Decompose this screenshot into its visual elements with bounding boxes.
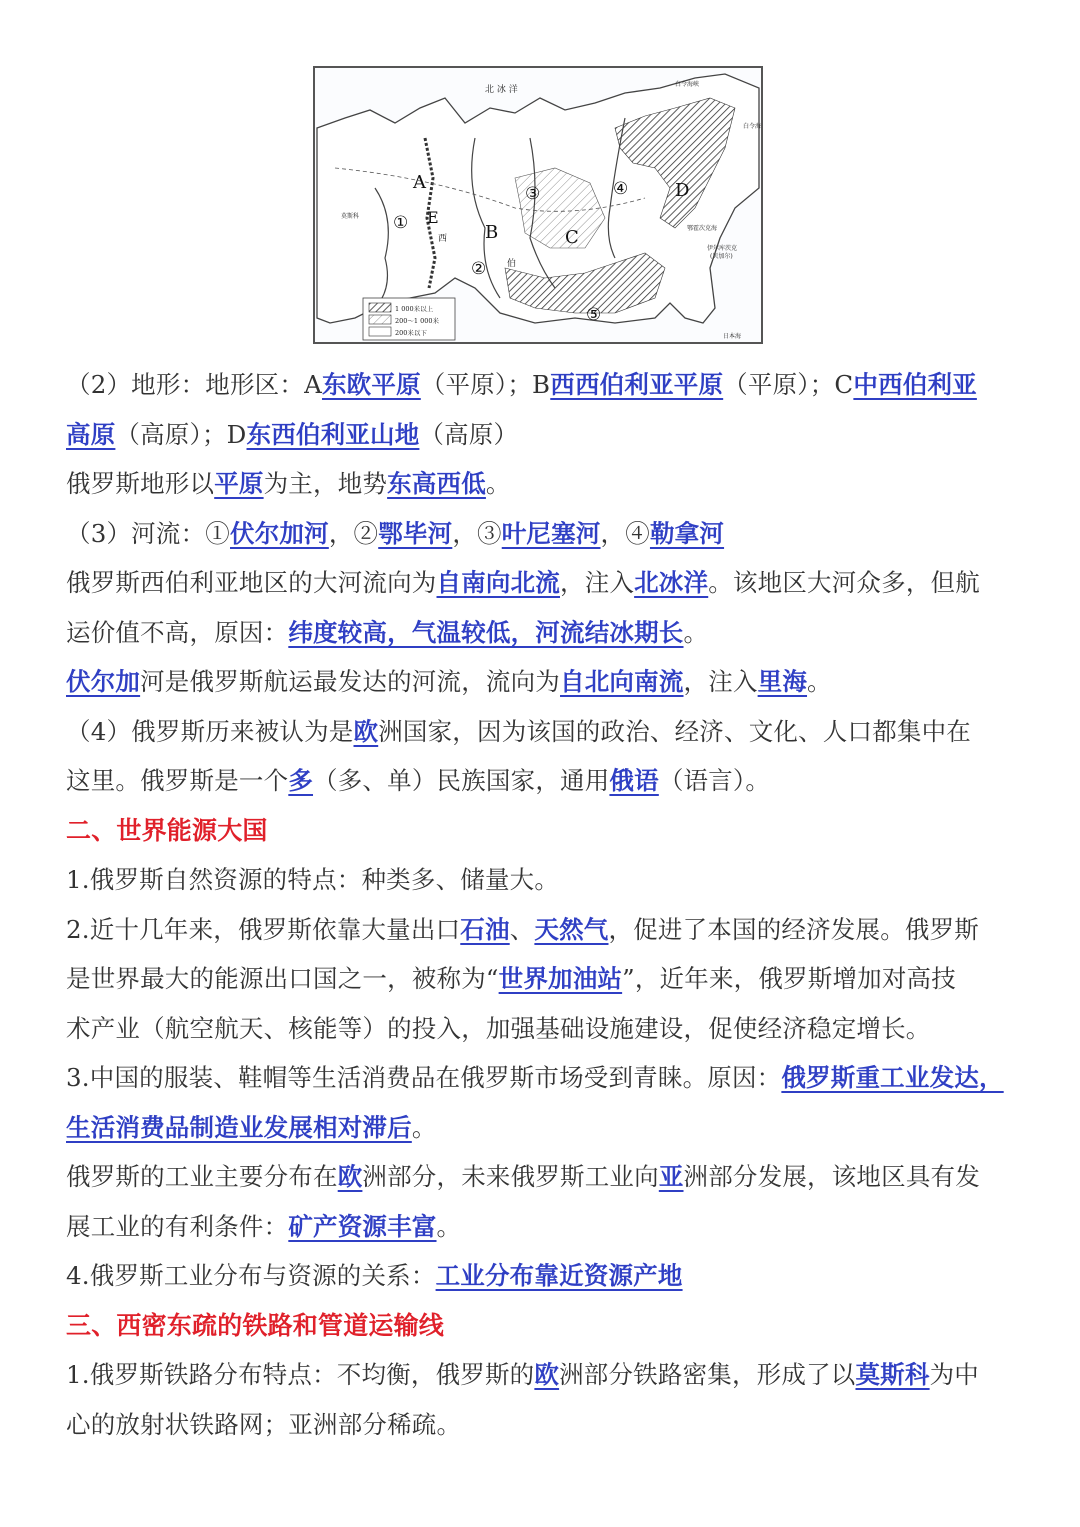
line-text: 。 xyxy=(436,1211,462,1241)
study-notes xyxy=(66,360,1026,1449)
answer-blank: 石油 xyxy=(460,914,510,944)
text-line xyxy=(66,1004,1026,1054)
answer-blank: 北冰洋 xyxy=(634,568,709,597)
section-heading xyxy=(66,1301,1026,1351)
answer-blank: 伏尔加河 xyxy=(230,518,329,548)
map-number-3: ③ xyxy=(525,184,541,204)
map-bo-label: 伯 xyxy=(507,259,517,269)
answer-blank: 平原 xyxy=(214,469,264,498)
answer-blank: 俄语 xyxy=(609,766,659,795)
text-line xyxy=(66,707,1026,757)
line-text: ，③ xyxy=(452,518,502,548)
line-text: 是世界最大的能源出口国之一，被称为“ xyxy=(66,964,499,993)
text-line xyxy=(66,657,1026,707)
map-legend xyxy=(363,298,455,340)
text-line xyxy=(66,1350,1026,1400)
line-text: （语言）。 xyxy=(658,766,771,795)
text-line xyxy=(66,1400,1026,1450)
answer-blank: 自南向北流 xyxy=(436,568,560,597)
line-text: 俄罗斯的工业主要分布在 xyxy=(66,1162,338,1191)
line-text: 展工业的有利条件： xyxy=(66,1211,289,1241)
line-text: 俄罗斯西伯利亚地区的大河流向为 xyxy=(66,568,437,597)
answer-blank: 勒拿河 xyxy=(649,518,725,548)
answer-blank: 东高西低 xyxy=(387,469,486,498)
text-line xyxy=(66,360,1026,410)
text-line xyxy=(66,558,1026,608)
map-japan-label: 日本海 xyxy=(723,333,742,340)
line-text: 术产业（航空航天、核能等）的投入，加强基础设施建设，促使经济稳定增长。 xyxy=(66,1013,931,1043)
text-line xyxy=(66,855,1026,905)
line-text: （平原）；B xyxy=(420,370,551,399)
map-drawing xyxy=(315,68,761,342)
line-text: 。 xyxy=(683,617,709,647)
text-line xyxy=(66,1152,1026,1202)
line-text: ”，近年来，俄罗斯增加对高技 xyxy=(622,964,956,993)
answer-blank: 自北向南流 xyxy=(560,667,684,696)
line-text: （平原）；C xyxy=(723,370,854,399)
line-text: 。 xyxy=(807,667,832,696)
line-text: ，② xyxy=(328,518,379,548)
line-text: 为主，地势 xyxy=(263,469,388,498)
line-text: 。 xyxy=(411,1112,437,1142)
answer-blank: 中西伯利亚 xyxy=(853,370,977,399)
text-line xyxy=(66,756,1026,806)
map-city-note: (贝加尔) xyxy=(710,253,733,260)
map-strait-label: 白令海峡 xyxy=(675,81,700,88)
line-text: 三、西密东疏的铁路和管道运输线 xyxy=(66,1310,445,1340)
line-text: 洲部分发展，该地区具有发 xyxy=(683,1162,980,1191)
answer-blank: 纬度较高，气温较低，河流结冰期长 xyxy=(288,617,684,647)
text-line xyxy=(66,608,1026,658)
line-text: 洲部分，未来俄罗斯工业向 xyxy=(362,1162,659,1191)
line-text: 心的放射状铁路网；亚洲部分稀疏。 xyxy=(66,1409,462,1439)
map-number-1: ① xyxy=(393,213,409,233)
line-text: 运价值不高，原因： xyxy=(66,617,289,647)
answer-blank: 俄罗斯重工业发达， xyxy=(781,1063,1004,1092)
line-text: ，促进了本国的经济发展。俄罗斯 xyxy=(608,914,979,944)
answer-blank: 工业分布靠近资源产地 xyxy=(435,1261,683,1290)
map-moscow-label: 莫斯科 xyxy=(341,213,360,220)
line-text: 这里。俄罗斯是一个 xyxy=(66,766,289,795)
answer-blank: 里海 xyxy=(757,667,808,696)
map-letter-e: E xyxy=(427,208,439,227)
line-text: （3）河流：① xyxy=(66,518,230,548)
map-letter-a: A xyxy=(413,172,426,193)
line-text: 1.俄罗斯铁路分布特点：不均衡，俄罗斯的 xyxy=(66,1360,535,1389)
map-letter-d: D xyxy=(675,180,690,201)
answer-blank: 叶尼塞河 xyxy=(501,518,601,548)
text-line xyxy=(66,410,1026,460)
line-text: （4）俄罗斯历来被认为是 xyxy=(66,716,354,746)
map-west-label: 西 xyxy=(438,234,448,244)
line-text: （高原） xyxy=(419,419,519,449)
answer-blank: 东欧平原 xyxy=(321,370,421,399)
map-number-4: ④ xyxy=(613,179,629,199)
line-text: 二、世界能源大国 xyxy=(66,815,268,845)
line-text: ，注入 xyxy=(560,568,635,597)
line-text: 洲国家，因为该国的政治、经济、文化、人口都集中在 xyxy=(378,716,972,746)
map-city-label: 伊尔库茨克 xyxy=(707,245,738,252)
text-line xyxy=(66,1251,1026,1301)
answer-blank: 生活消费品制造业发展相对滞后 xyxy=(66,1112,412,1142)
line-text: ，注入 xyxy=(683,667,758,696)
map-number-2: ② xyxy=(471,259,487,279)
answer-blank: 高原 xyxy=(66,419,116,449)
line-text: 为中 xyxy=(929,1360,979,1389)
line-text: 。该地区大河众多，但航 xyxy=(708,568,980,597)
line-text: （多、单）民族国家，通用 xyxy=(313,766,610,795)
line-text: ，④ xyxy=(600,518,650,548)
text-line xyxy=(66,459,1026,509)
answer-blank: 亚 xyxy=(658,1162,684,1191)
map-ocean-label: 北 冰 洋 xyxy=(485,85,518,95)
map-bering-label: 白令海 xyxy=(743,123,761,130)
text-line xyxy=(66,1103,1026,1153)
line-text: 俄罗斯地形以 xyxy=(66,469,215,498)
line-text: 洲部分铁路密集，形成了以 xyxy=(559,1360,856,1389)
answer-blank: 欧 xyxy=(337,1162,363,1191)
line-text: 1.俄罗斯自然资源的特点：种类多、储量大。 xyxy=(66,865,560,894)
answer-blank: 世界加油站 xyxy=(498,964,623,993)
section-heading xyxy=(66,806,1026,856)
line-text: 河是俄罗斯航运最发达的河流，流向为 xyxy=(140,667,561,696)
legend-item-mid: 200～1 000米 xyxy=(395,317,440,325)
line-text: 3.中国的服装、鞋帽等生活消费品在俄罗斯市场受到青睐。原因： xyxy=(66,1063,782,1092)
answer-blank: 东西伯利亚山地 xyxy=(246,419,420,449)
legend-item-high: 1 000米以上 xyxy=(395,305,434,313)
map-letter-c: C xyxy=(565,227,579,248)
text-line xyxy=(66,1202,1026,1252)
legend-item-low: 200米以下 xyxy=(395,329,427,337)
answer-blank: 西西伯利亚平原 xyxy=(550,370,724,399)
russia-terrain-map xyxy=(313,66,763,344)
line-text: （2）地形：地形区：A xyxy=(66,370,322,399)
map-number-5: ⑤ xyxy=(586,305,602,325)
answer-blank: 欧 xyxy=(353,716,379,746)
answer-blank: 伏尔加 xyxy=(66,667,141,696)
text-line xyxy=(66,905,1026,955)
answer-blank: 天然气 xyxy=(534,914,609,944)
answer-blank: 矿产资源丰富 xyxy=(288,1211,437,1241)
line-text: 2.近十几年来，俄罗斯依靠大量出口 xyxy=(66,914,461,944)
line-text: 4.俄罗斯工业分布与资源的关系： xyxy=(66,1261,436,1290)
map-okhotsk-label: 鄂霍次克海 xyxy=(687,225,718,232)
line-text: 。 xyxy=(485,469,511,498)
map-letter-b: B xyxy=(485,222,499,243)
answer-blank: 多 xyxy=(288,766,314,795)
answer-blank: 鄂毕河 xyxy=(378,518,453,548)
answer-blank: 莫斯科 xyxy=(855,1360,930,1389)
text-line xyxy=(66,1053,1026,1103)
line-text: 、 xyxy=(509,914,535,944)
text-line xyxy=(66,509,1026,559)
answer-blank: 欧 xyxy=(534,1360,560,1389)
text-line xyxy=(66,954,1026,1004)
line-text: （高原）；D xyxy=(115,419,247,449)
